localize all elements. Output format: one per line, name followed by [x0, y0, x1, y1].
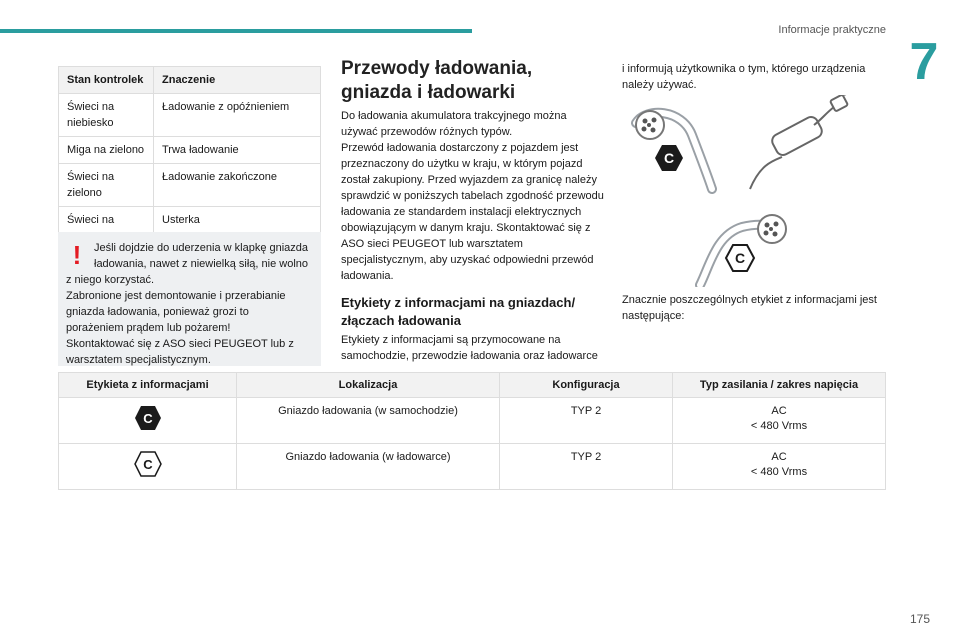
meaning-cell: Ładowanie z opóźnieniem	[154, 94, 321, 137]
location-cell: Gniazdo ładowania (w ładowarce)	[237, 444, 500, 490]
warning-line: ładowania, nawet z niewielką siłą, nie wolno	[94, 258, 309, 270]
labels-paragraph-continued: i informują użytkownika o tym, którego urządzenia należy używać.	[622, 63, 866, 91]
badge-letter: C	[142, 411, 153, 426]
page-title: Przewody ładowania, gniazda i ładowarki	[341, 58, 533, 103]
column-header: Lokalizacja	[237, 373, 500, 398]
table-row	[59, 444, 886, 490]
labels-meaning-paragraph: Znacznie poszczególnych etykiet z informacjami jest następujące:	[622, 294, 877, 322]
table-header-row	[59, 67, 321, 94]
configuration-cell: TYP 2	[500, 398, 673, 444]
warning-line: Jeśli dojdzie do uderzenia w klapkę gniazda	[94, 242, 309, 254]
status-cell: Świeci na	[59, 207, 154, 250]
meaning-cell: Usterka	[154, 207, 321, 250]
labels-paragraph: Etykiety z informacjami są przymocowane na samochodzie, przewodzie ładowania oraz ładowarce	[341, 334, 598, 362]
status-cell: Świeci na zielono	[59, 164, 154, 207]
voltage-range: < 480 Vrms	[750, 466, 808, 478]
charging-cable-illustration	[622, 95, 892, 195]
table-row	[59, 398, 886, 444]
label-c-badge-icon	[134, 404, 162, 432]
column-header: Stan kontrolek	[59, 67, 154, 94]
info-labels-table	[58, 372, 886, 490]
charger-socket-illustration	[680, 205, 800, 287]
section-title: Informacje praktyczne	[778, 24, 886, 36]
warning-line: gniazda ładowania, ponieważ grozi to	[66, 306, 249, 318]
column-header: Konfiguracja	[500, 373, 673, 398]
intro-paragraph: Przewód ładowania dostarczony z pojazdem jest przeznaczony do użytku w kraju, w którym pojazd został zakupiony. Przed wyjazdem za granicę należy sprawdzić w poniższych tabelach zgodność przewodu ładowania ze standardem instalacji elektrycznych obowiązującym w danym kraju. Skontaktować się z ASO sieci PEUGEOT lub warsztatem specjalistycznym, aby uzyskać odpowiedni przewód ładowania.	[341, 142, 604, 282]
label-c-outline-badge-icon	[134, 450, 162, 478]
header-accent-bar	[0, 29, 472, 33]
intro-paragraph: Do ładowania akumulatora trakcyjnego można używać przewodów różnych typów.	[341, 110, 567, 138]
table-row	[59, 164, 321, 207]
badge-letter: C	[734, 250, 746, 266]
warning-line: Skontaktować się z ASO sieci PEUGEOT lub z	[66, 338, 294, 350]
section-subheading: Etykiety z informacjami na gniazdach/ złączach ładowania	[341, 295, 576, 328]
warning-box	[58, 232, 321, 366]
meaning-cell: Trwa ładowanie	[154, 137, 321, 164]
column-header: Etykieta z informacjami	[59, 373, 237, 398]
indicator-status-table	[58, 66, 321, 250]
column-header: Typ zasilania / zakres napięcia	[673, 373, 886, 398]
warning-line: warsztatem specjalistycznym.	[66, 354, 211, 366]
badge-letter: C	[663, 150, 675, 166]
warning-line: porażeniem prądem lub pożarem!	[66, 322, 231, 334]
warning-line: z niego korzystać.	[66, 274, 155, 286]
supply-type: AC	[771, 405, 787, 417]
label-cell	[59, 398, 237, 444]
column-header: Znaczenie	[154, 67, 321, 94]
location-cell: Gniazdo ładowania (w samochodzie)	[237, 398, 500, 444]
charging-cable-box-icon	[750, 95, 850, 189]
label-c-badge-icon	[655, 145, 683, 171]
table-row	[59, 137, 321, 164]
supply-cell	[673, 398, 886, 444]
status-cell: Miga na zielono	[59, 137, 154, 164]
table-header-row	[59, 373, 886, 398]
table-row	[59, 94, 321, 137]
supply-type: AC	[771, 451, 787, 463]
voltage-range: < 480 Vrms	[750, 420, 808, 432]
configuration-cell: TYP 2	[500, 444, 673, 490]
status-cell: Świeci na niebiesko	[59, 94, 154, 137]
meaning-cell: Ładowanie zakończone	[154, 164, 321, 207]
supply-cell	[673, 444, 886, 490]
chapter-number: 7	[909, 33, 939, 91]
label-c-outline-badge-icon	[726, 245, 754, 271]
page-number: 175	[909, 612, 930, 626]
badge-letter: C	[142, 457, 153, 472]
exclamation-warning-icon: !	[72, 240, 82, 270]
warning-line: Zabronione jest demontowanie i przerabianie	[66, 290, 286, 302]
label-cell	[59, 444, 237, 490]
intro-paragraphs	[341, 108, 606, 284]
